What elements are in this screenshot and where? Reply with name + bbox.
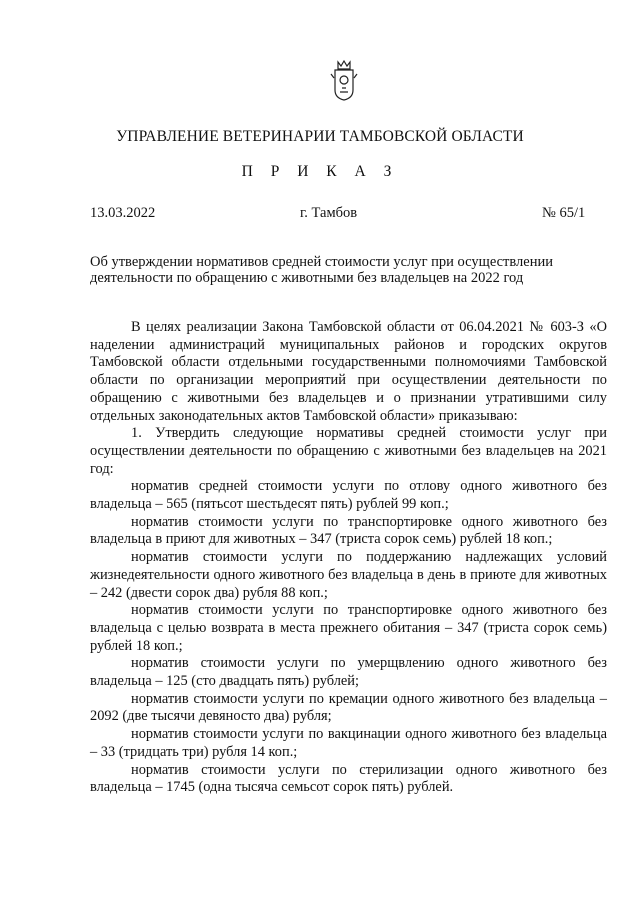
- coat-of-arms-emblem: [329, 58, 359, 102]
- norm-paragraph: норматив стоимости услуги по умерщвлению одного животного без владельца – 125 (сто двадцать пять) рублей;: [90, 655, 607, 690]
- norm-paragraph: норматив стоимости услуги по транспортировке одного животного без владельца в приют для животных – 347 (триста сорок семь) рублей 18 коп.;: [90, 513, 607, 548]
- norm-paragraph: норматив стоимости услуги по стерилизации одного животного без владельца – 1745 (одна тысяча семьсот сорок пять) рублей.: [90, 761, 607, 796]
- preamble-paragraph: В целях реализации Закона Тамбовской области от 06.04.2021 № 603-З «О наделении администраций муниципальных районов и городских округов Тамбовской области отдельными государственными полномочиями Тамбовской области по организации мероприятий при осуществлении деятельности по обращению с животными без владельцев и о признании утратившими силу отдельных законодательных актов Тамбовской области» приказываю:: [90, 319, 607, 424]
- document-body: [90, 319, 607, 797]
- norm-paragraph: норматив стоимости услуги по поддержанию надлежащих условий жизнедеятельности одного животного без владельца в день в приюте для животных – 242 (двести сорок два) рубля 88 коп.;: [90, 549, 607, 601]
- document-city: г. Тамбов: [300, 205, 358, 221]
- norm-paragraph: норматив стоимости услуги по кремации одного животного без владельца – 2092 (две тысячи девяносто два) рубля;: [90, 690, 607, 725]
- document-subject: Об утверждении нормативов средней стоимости услуг при осуществлении деятельности по обращению с животными без владельцев на 2022 год: [90, 254, 553, 286]
- clause-paragraph: 1. Утвердить следующие нормативы средней стоимости услуг при осуществлении деятельности по обращению с животными без владельцев на 2021 год:: [90, 425, 607, 477]
- norm-paragraph: норматив стоимости услуги по вакцинации одного животного без владельца – 33 (тридцать три) рубля 14 коп.;: [90, 726, 607, 760]
- document-date: 13.03.2022: [90, 205, 156, 221]
- norm-paragraph: норматив средней стоимости услуги по отлову одного животного без владельца – 565 (пятьсот шестьдесят пять) рублей 99 коп.;: [90, 478, 607, 513]
- organization-title: УПРАВЛЕНИЕ ВЕТЕРИНАРИИ ТАМБОВСКОЙ ОБЛАСТИ: [116, 128, 524, 145]
- document-number: № 65/1: [542, 205, 586, 221]
- norm-paragraph: норматив стоимости услуги по транспортировке одного животного без владельца с целью возврата в места прежнего обитания – 347 (триста сорок семь) рублей 18 коп.;: [90, 602, 607, 654]
- document-type: П Р И К А З: [241, 163, 399, 180]
